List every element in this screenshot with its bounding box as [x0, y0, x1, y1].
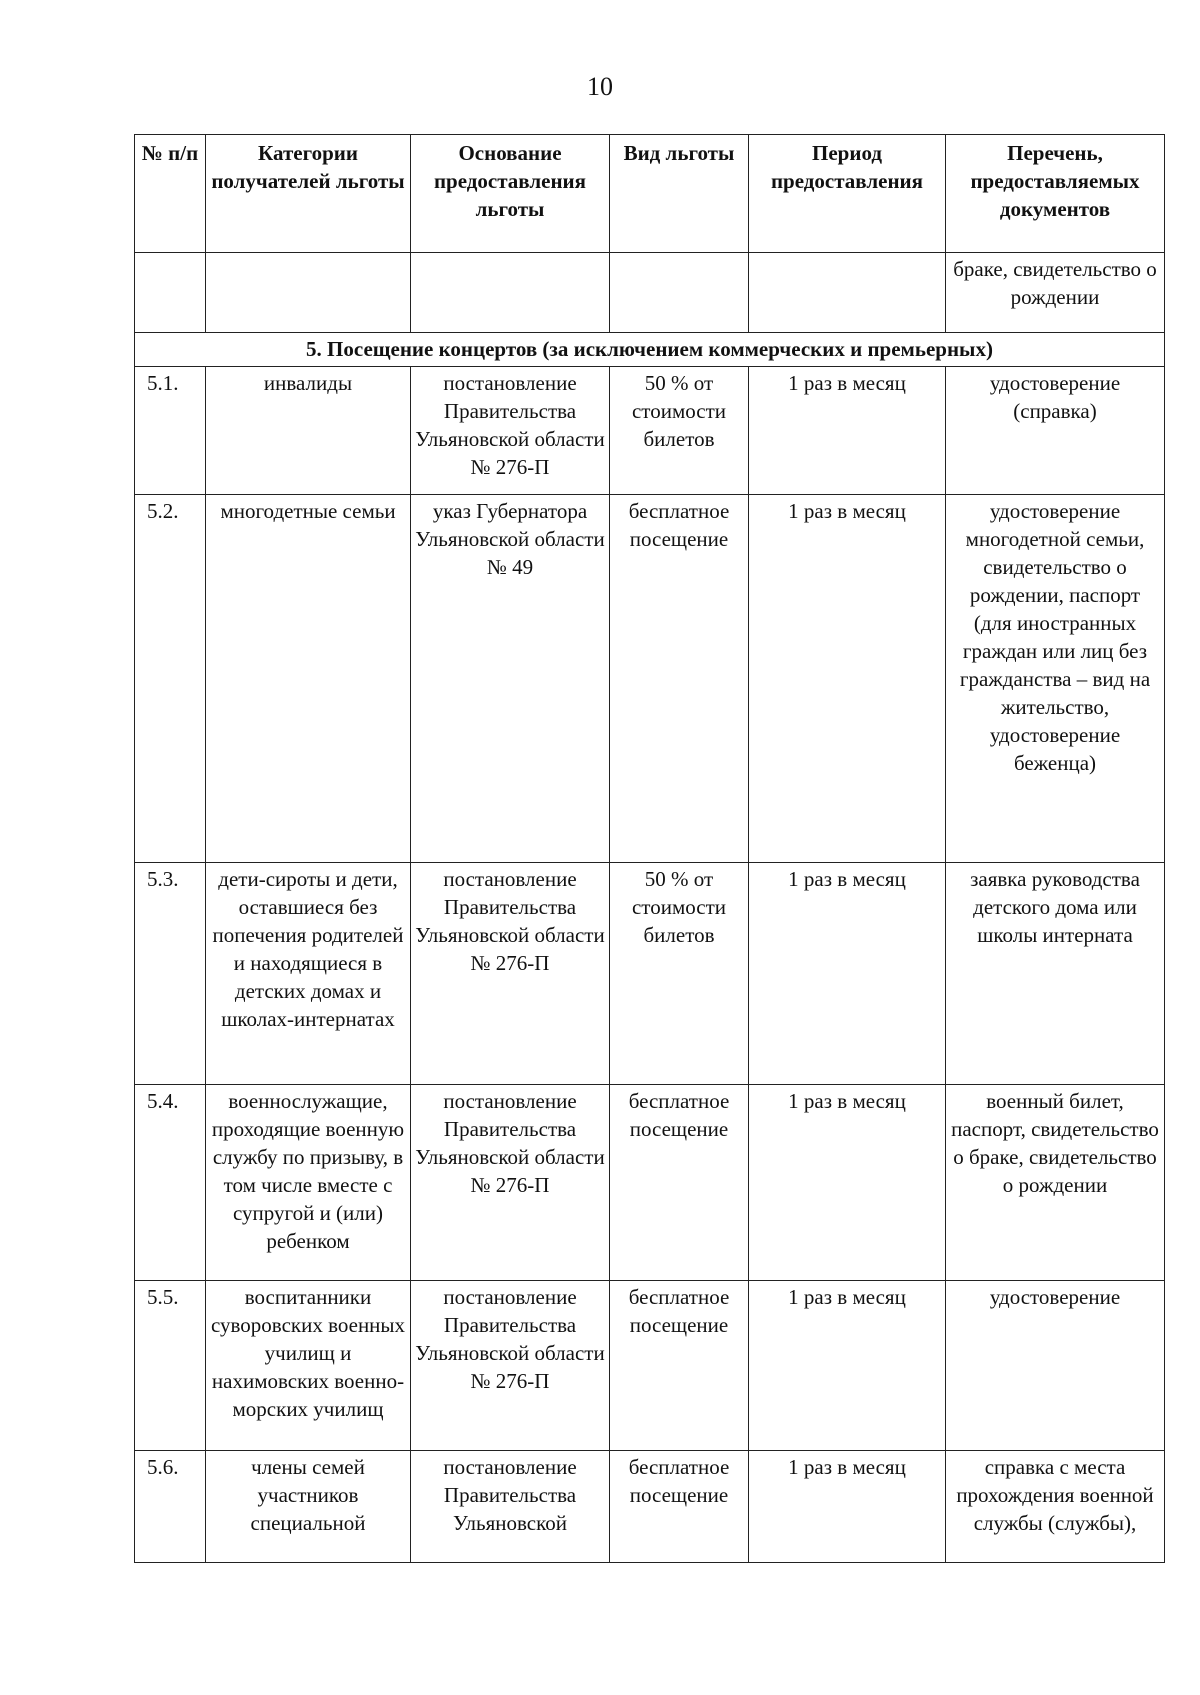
row-period: 1 раз в месяц — [749, 863, 946, 1085]
row-benefit: бесплатное посещение — [610, 1085, 749, 1281]
row-category: воспитанники суворовских военных училищ и нахимовских военно-морских училищ — [206, 1281, 411, 1451]
row-documents: военный билет, паспорт, свидетельство о браке, свидетельство о рождении — [946, 1085, 1165, 1281]
row-number: 5.3. — [135, 863, 206, 1085]
section-title: 5. Посещение концертов (за исключением коммерческих и премьерных) — [135, 333, 1165, 367]
row-benefit: бесплатное посещение — [610, 495, 749, 863]
row-documents: удостоверение многодетной семьи, свидетельство о рождении, паспорт (для иностранных граждан или лиц без гражданства – вид на жительство, удостоверение беженца) — [946, 495, 1165, 863]
row-number: 5.2. — [135, 495, 206, 863]
row-category: члены семей участников специальной — [206, 1451, 411, 1563]
benefits-table — [134, 134, 1165, 1563]
table-row — [135, 863, 1165, 1085]
row-period: 1 раз в месяц — [749, 1451, 946, 1563]
row-documents: удостоверение — [946, 1281, 1165, 1451]
row-category: инвалиды — [206, 367, 411, 495]
row-basis: постановление Правительства Ульяновской области № 276-П — [411, 863, 610, 1085]
table-row — [135, 1281, 1165, 1451]
header-period: Период предоставления — [749, 135, 946, 253]
table-row — [135, 1451, 1165, 1563]
row-basis: указ Губернатора Ульяновской области № 49 — [411, 495, 610, 863]
row-period: 1 раз в месяц — [749, 367, 946, 495]
row-basis: постановление Правительства Ульяновской области № 276-П — [411, 1085, 610, 1281]
header-category: Категории получателей льготы — [206, 135, 411, 253]
header-number: № п/п — [135, 135, 206, 253]
row-period: 1 раз в месяц — [749, 495, 946, 863]
row-basis: постановление Правительства Ульяновской области № 276-П — [411, 1281, 610, 1451]
row-period: 1 раз в месяц — [749, 1281, 946, 1451]
table-row — [135, 1085, 1165, 1281]
continuation-row — [135, 253, 1165, 333]
row-number: 5.1. — [135, 367, 206, 495]
row-category: дети-сироты и дети, оставшиеся без попечения родителей и находящиеся в детских домах и школах-интернатах — [206, 863, 411, 1085]
row-category: военнослужащие, проходящие военную службу по призыву, в том числе вместе с супругой и (или) ребенком — [206, 1085, 411, 1281]
header-documents: Перечень, предоставляемых документов — [946, 135, 1165, 253]
row-benefit: 50 % от стоимости билетов — [610, 367, 749, 495]
row-benefit: бесплатное посещение — [610, 1281, 749, 1451]
table-header-row — [135, 135, 1165, 253]
table-row — [135, 495, 1165, 863]
row-number: 5.4. — [135, 1085, 206, 1281]
row-basis: постановление Правительства Ульяновской области № 276-П — [411, 367, 610, 495]
row-documents: удостоверение (справка) — [946, 367, 1165, 495]
row-category: многодетные семьи — [206, 495, 411, 863]
row-period: 1 раз в месяц — [749, 1085, 946, 1281]
row-documents: справка с места прохождения военной службы (службы), — [946, 1451, 1165, 1563]
continuation-documents: браке, свидетельство о рождении — [946, 253, 1165, 333]
row-number: 5.5. — [135, 1281, 206, 1451]
header-basis: Основание предоставления льготы — [411, 135, 610, 253]
page-number: 10 — [587, 72, 613, 101]
row-number: 5.6. — [135, 1451, 206, 1563]
row-documents: заявка руководства детского дома или школы интерната — [946, 863, 1165, 1085]
row-basis: постановление Правительства Ульяновской — [411, 1451, 610, 1563]
section-row — [135, 333, 1165, 367]
row-benefit: бесплатное посещение — [610, 1451, 749, 1563]
table-row — [135, 367, 1165, 495]
row-benefit: 50 % от стоимости билетов — [610, 863, 749, 1085]
header-benefit: Вид льготы — [610, 135, 749, 253]
